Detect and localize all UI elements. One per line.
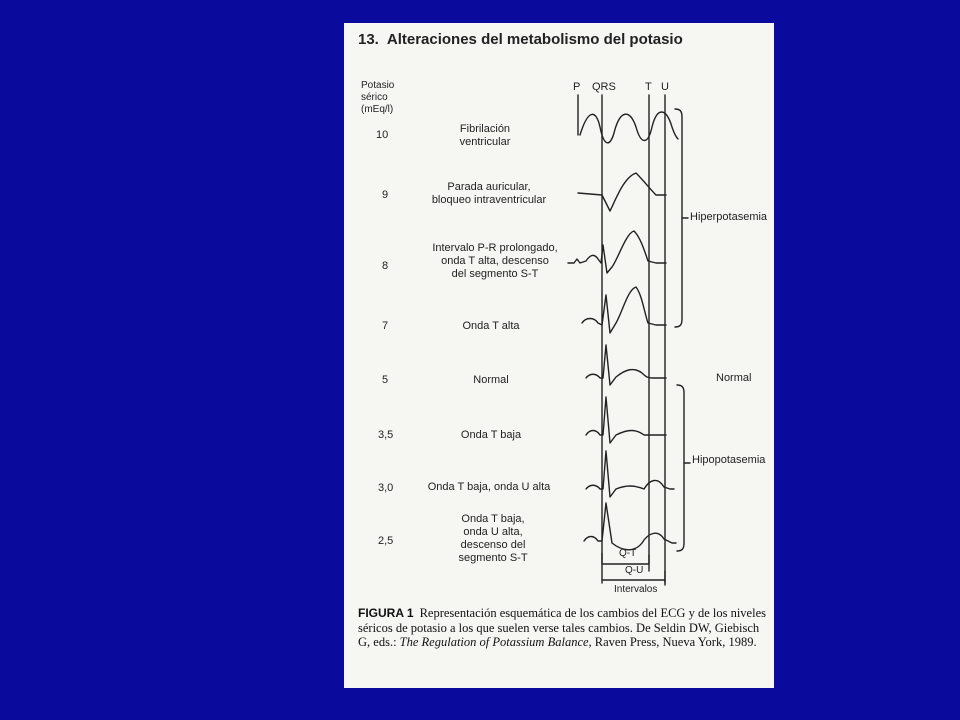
wave-label-t: T: [645, 81, 652, 93]
wave-label-qrs: QRS: [592, 81, 616, 93]
ecg-trace-tall-t: [582, 287, 666, 333]
ecg-description-line: Normal: [473, 374, 509, 386]
ecg-description-line: Onda T baja: [460, 429, 522, 441]
potassium-level: 7: [382, 320, 389, 332]
hyperkalemia-label: Hiperpotasemia: [690, 211, 768, 223]
ecg-description-line: onda T alta, descenso: [441, 255, 549, 267]
ecg-trace-low-t-tall-u: [586, 451, 674, 497]
ecg-trace-normal: [586, 345, 666, 385]
potassium-level: 2,5: [378, 535, 394, 547]
chapter-title: Alteraciones del metabolismo del potasio: [386, 31, 683, 48]
potassium-header-line: sérico: [361, 92, 388, 103]
potassium-level: 3,5: [378, 429, 394, 441]
ecg-description-line: segmento S-T: [458, 552, 528, 564]
ecg-trace-st-depression: [584, 503, 676, 550]
scanned-page: [344, 23, 774, 688]
ecg-description-line: ventricular: [459, 136, 511, 148]
wave-label-u: U: [661, 81, 669, 93]
potassium-level: 5: [382, 374, 389, 386]
figure-label: FIGURA 1: [358, 606, 414, 620]
ecg-description-line: del segmento S-T: [451, 268, 539, 280]
ecg-trace-auricular-arrest: [578, 173, 666, 211]
wave-label-p: P: [573, 81, 581, 93]
ecg-description-line: Fibrilación: [459, 123, 511, 135]
ecg-description-line: Onda T baja,: [461, 513, 525, 525]
ecg-description-line: bloqueo intraventricular: [431, 194, 547, 206]
ecg-description-line: onda U alta,: [463, 526, 523, 538]
ecg-description-line: descenso del: [460, 539, 526, 551]
ecg-description-line: Onda T baja, onda U alta: [427, 481, 551, 493]
hypokalemia-bracket: [677, 385, 684, 551]
hypokalemia-label: Hipopotasemia: [692, 454, 766, 466]
caption-publisher: Raven Press, Nueva York, 1989.: [591, 635, 757, 649]
caption-text: Representación esquemática de los cambios del ECG y de los niveles séricos de potasio a los que suelen verse tales cambios. De Seldin DW, Giebisch G, eds.:: [358, 606, 766, 649]
ecg-description-line: Intervalo P-R prolongado,: [432, 242, 558, 254]
intervals-label: Intervalos: [614, 584, 658, 595]
ecg-diagram: [344, 23, 774, 603]
ecg-description-line: Onda T alta: [462, 320, 520, 332]
caption-book-title: The Regulation of Potassium Balance,: [399, 635, 592, 649]
ecg-trace-vfib: [580, 112, 678, 143]
potassium-level: 9: [382, 189, 389, 201]
hyperkalemia-bracket: [675, 109, 682, 327]
potassium-level: 3,0: [378, 482, 394, 494]
potassium-level: 10: [376, 129, 389, 141]
qu-label: Q-U: [625, 565, 644, 576]
ecg-description-line: Parada auricular,: [447, 181, 531, 193]
potassium-header-line: Potasio: [361, 80, 395, 91]
potassium-level: 8: [382, 260, 389, 272]
normal-label: Normal: [716, 372, 752, 384]
potassium-header-line: (mEq/l): [361, 104, 394, 115]
ecg-trace-prolonged-pr: [568, 231, 666, 273]
qt-label: Q-T: [619, 548, 637, 559]
figure-caption: [358, 606, 766, 650]
ecg-trace-low-t: [586, 397, 666, 443]
chapter-number: 13.: [358, 31, 379, 48]
